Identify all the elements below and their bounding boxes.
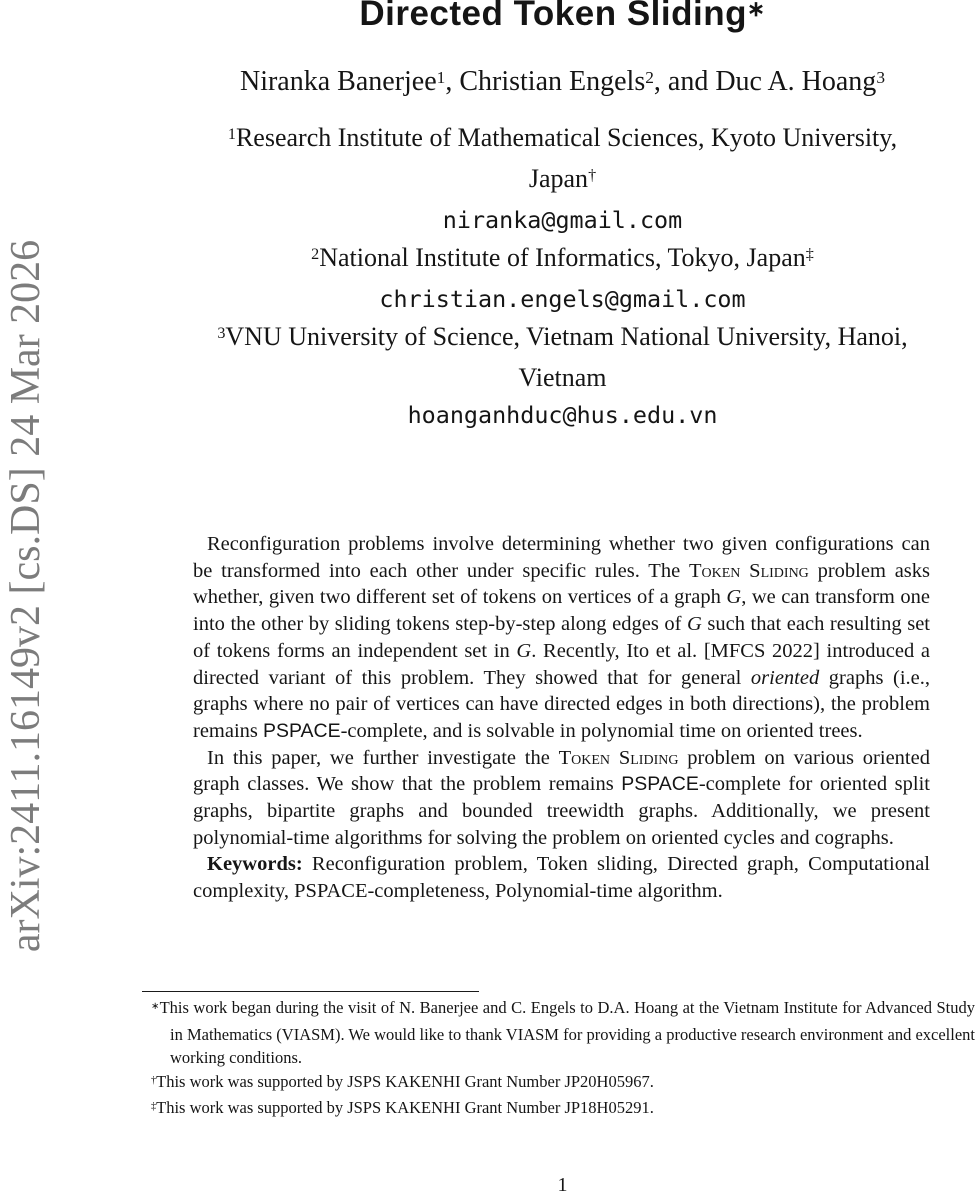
footnote-rule (142, 991, 479, 992)
footnote: ‡This work was supported by JSPS KAKENHI Grant Number JP18H05291. (151, 1098, 654, 1118)
arxiv-watermark: arXiv:2411.16149v2 [cs.DS] 24 Mar 2026 (3, 239, 49, 953)
affiliations-block (150, 119, 975, 434)
footnote: †This work was supported by JSPS KAKENHI Grant Number JP20H05967. (151, 1071, 654, 1091)
abstract-paragraph: Reconfiguration problems involve determining whether two given configurations can be transformed into each other under specific rules. The Token Sliding problem asks whether, given two different set of tokens on vertices of a graph G, we can transform one into the other by sliding tokens step-by-step along edges of G such that each resulting set of tokens forms an independent set in G. Recently, Ito et al. [MFCS 2022] introduced a directed variant of this problem. They showed that for general oriented graphs (i.e., graphs where no pair of vertices can have directed edges in both directions), the problem remains PSPACE-complete, and is solvable in polynomial time on oriented trees. (193, 533, 931, 742)
author-email: christian.engels@gmail.com (379, 285, 746, 313)
authors-line: Niranka Banerjee$^1$, Christian Engels$^2$, and Duc A. Hoang$^3$ (239, 66, 885, 97)
author-email: niranka@gmail.com (442, 206, 683, 234)
abstract (193, 531, 930, 905)
keywords-line: Keywords: Reconfiguration problem, Token sliding, Directed graph, Computational complexity, PSPACE-completeness, Polynomial-time algorithm. (193, 853, 930, 903)
author-email: hoanganhduc@hus.edu.vn (407, 401, 718, 429)
footnotes-block (151, 996, 975, 1123)
affiliation-line: $^3$VNU University of Science, Vietnam National University, Hanoi, (217, 322, 908, 351)
page-number: 1 (557, 1174, 568, 1196)
affiliation-line: $^1$Research Institute of Mathematical Sciences, Kyoto University, (227, 123, 898, 152)
abstract-paragraph: In this paper, we further investigate the Token Sliding problem on various oriented graph classes. We show that the problem remains PSPACE-complete for oriented split graphs, bipartite graphs and bounded treewidth graphs. Additionally, we present polynomial-time algorithms for solving the problem on oriented cycles and cographs. (193, 746, 930, 849)
affiliation-line: Japan† (528, 164, 597, 193)
paper-title: Directed Token Sliding∗ (359, 0, 766, 33)
affiliation-line: Vietnam (518, 363, 607, 392)
affiliation-line: $^2$National Institute of Informatics, Tokyo, Japan‡ (311, 243, 814, 272)
footnote: ∗This work began during the visit of N. Banerjee and C. Engels to D.A. Hoang at the Vietnam Institute for Advanced Study in Mathematics (VIASM). We would like to thank VIASM for providing a productive research environment and excellent working conditions. (151, 998, 975, 1068)
